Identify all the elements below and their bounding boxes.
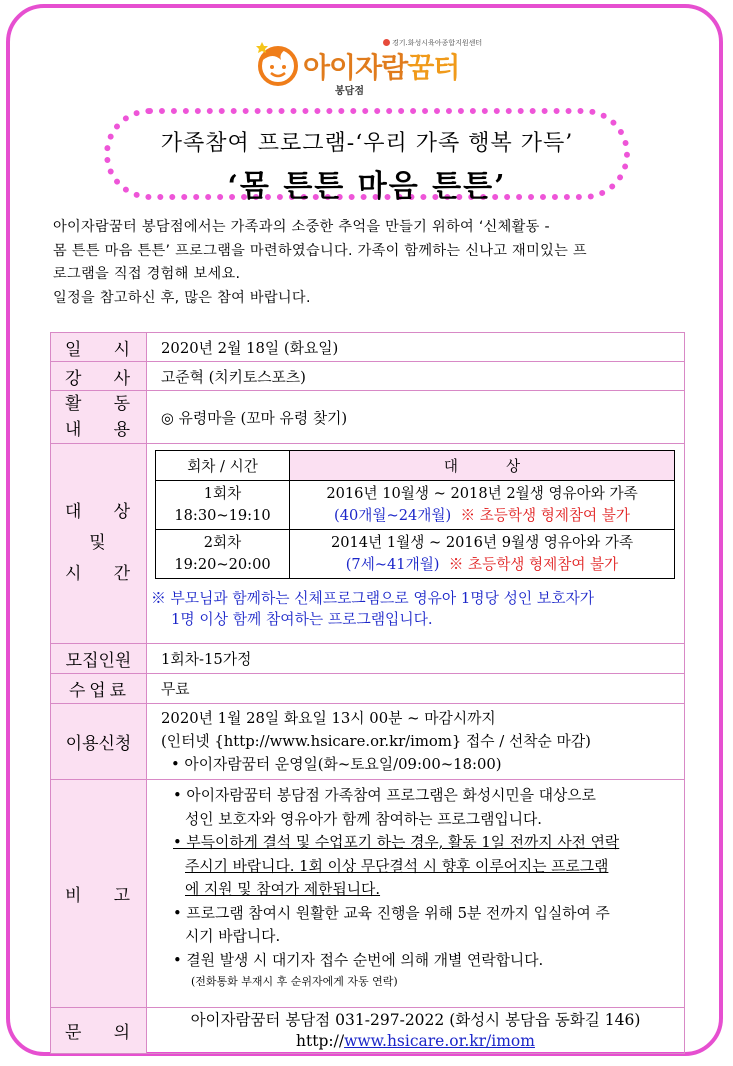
row-contact <box>51 1008 685 1054</box>
value-target <box>147 444 685 644</box>
target-footnote: ※ 부모님과 함께하는 신체프로그램으로 영유아 1명당 성인 보호자가 1명 이상 함께 참여하는 프로그램입니다. <box>151 590 595 628</box>
schedule-table <box>155 450 675 579</box>
title-line1: 가족참여 프로그램-‘우리 가족 행복 가득’ <box>160 131 574 156</box>
target-cell: 2016년 10월생 ~ 2018년 2월생 영유아와 가족 (40개월~24개월) ※ 초등학생 형제참여 불가 <box>290 481 675 530</box>
schedule-header <box>156 451 675 481</box>
intro-line: 로그램을 직접 경험해 보세요. <box>53 266 241 282</box>
label-recruit: 모집인원 <box>51 644 147 674</box>
value-recruit: 1회차-15가정 <box>147 644 685 674</box>
header-target: 대 상 <box>290 451 675 481</box>
note-item: • 결원 발생 시 대기자 접수 순번에 의해 개별 연락합니다. <box>173 951 544 969</box>
value-date: 2020년 2월 18일 (화요일) <box>147 333 685 362</box>
value-fee: 무료 <box>147 674 685 704</box>
logo-text: 아이자람꿈터 <box>303 51 460 84</box>
session-cell: 1회차 18:30~19:10 <box>156 481 290 530</box>
value-contact: 아이자람꿈터 봉담점 031-297-2022 (화성시 봉담읍 동화길 146) http://www.hsicare.or.kr/imom <box>147 1008 685 1054</box>
value-apply: 2020년 1월 28일 화요일 13시 00분 ~ 마감시까지 (인터넷 {http://www.hsicare.or.kr/imom} 접수 / 선착순 마감) • 아이자람꿈터 운영일(화~토요일/09:00~18:00) <box>147 704 685 780</box>
intro-text <box>53 216 683 310</box>
value-activity: ◎ 유령마을 (꼬마 유령 찾기) <box>147 391 685 444</box>
title-box <box>104 108 630 204</box>
intro-line: 몸 튼튼 마음 튼튼’ 프로그램을 마련하였습니다. 가족이 함께하는 신나고 재미있는 프 <box>53 242 587 259</box>
row-fee <box>51 674 685 704</box>
info-table <box>50 332 685 1054</box>
note-item: • 부득이하게 결석 및 수업포기 하는 경우, 활동 1일 전까지 사전 연락 주시기 바랍니다. 1회 이상 무단결석 시 향후 이루어지는 프로그램 에 지원 및 참여가 제한됩니다. <box>173 834 620 898</box>
label-notes: 비 고 <box>51 780 147 1008</box>
schedule-row <box>156 530 675 579</box>
target-cell: 2014년 1월생 ~ 2016년 9월생 영유아와 가족 (7세~41개월) ※ 초등학생 형제참여 불가 <box>290 530 675 579</box>
note-item: • 프로그램 참여시 원활한 교육 진행을 위해 5분 전까지 입실하여 주 시기 바랍니다. <box>173 904 610 945</box>
session-cell: 2회차 19:20~20:00 <box>156 530 290 579</box>
row-activity <box>51 391 685 444</box>
intro-line: 일정을 참고하신 후, 많은 참여 바랍니다. <box>53 289 311 306</box>
label-contact: 문 의 <box>51 1008 147 1054</box>
intro-line: 아이자람꿈터 봉담점에서는 가족과의 소중한 추억을 만들기 위하여 ‘신체활동 - <box>53 219 550 235</box>
logo <box>255 32 485 97</box>
child-face-icon <box>255 40 301 86</box>
label-date: 일 시 <box>51 333 147 362</box>
note-item: • 아이자람꿈터 봉담점 가족참여 프로그램은 화성시민을 대상으로 성인 보호자와 영유아가 함께 참여하는 프로그램입니다. <box>173 787 596 828</box>
value-instructor: 고준혁 (치키토스포츠) <box>147 362 685 391</box>
row-date <box>51 333 685 362</box>
title-line2: ‘몸 튼튼 마음 튼튼’ <box>227 169 507 204</box>
row-recruit <box>51 644 685 674</box>
logo-branch: 봉담점 <box>335 86 364 97</box>
center-logo: 경기.화성시육아종합지원센터 <box>383 38 482 48</box>
row-apply <box>51 704 685 780</box>
label-target: 대 상 및 시 간 <box>51 444 147 644</box>
label-fee: 수 업 료 <box>51 674 147 704</box>
schedule-row <box>156 481 675 530</box>
header-session: 회차 / 시간 <box>156 451 290 481</box>
label-apply: 이용신청 <box>51 704 147 780</box>
note-small: (전화통화 부재시 후 순위자에게 자동 연락) <box>191 975 398 988</box>
label-activity: 활 동 내 용 <box>51 391 147 444</box>
label-instructor: 강 사 <box>51 362 147 391</box>
website-link[interactable]: www.hsicare.or.kr/imom <box>344 1031 535 1050</box>
row-notes <box>51 780 685 1008</box>
value-notes <box>147 780 685 1008</box>
center-logo-icon <box>383 39 390 46</box>
row-instructor <box>51 362 685 391</box>
row-target <box>51 444 685 644</box>
